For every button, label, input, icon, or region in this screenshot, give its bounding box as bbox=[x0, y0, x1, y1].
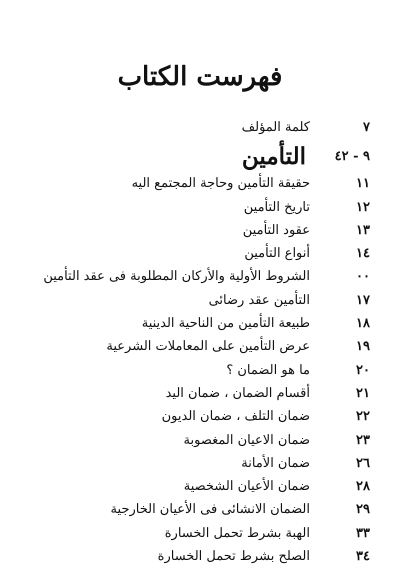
toc-entry bbox=[0, 359, 400, 382]
toc-entry-title: حقيقة التأمين وحاجة المجتمع اليه bbox=[131, 176, 310, 192]
toc-page-number: ٣٣ bbox=[356, 525, 370, 541]
book-title: فهرست الكتاب bbox=[117, 62, 283, 92]
toc-entry-title: الضمان الانشائى فى الأعيان الخارجية bbox=[110, 502, 310, 518]
toc-entry bbox=[0, 289, 400, 312]
toc-entry bbox=[0, 452, 400, 475]
toc-page-number: ١٨ bbox=[356, 316, 370, 332]
toc-page-number: ١١ bbox=[356, 176, 370, 192]
toc-page-number: ٢٨ bbox=[356, 479, 370, 495]
toc-entry-title: طبيعة التأمين من الناحية الدينية bbox=[141, 316, 310, 332]
toc-entry bbox=[0, 382, 400, 405]
toc-page-number: ٢٢ bbox=[356, 409, 370, 425]
toc-page-number: ٢١ bbox=[356, 385, 370, 401]
toc-section-heading bbox=[0, 139, 400, 172]
toc-page-number: ٧ bbox=[363, 120, 370, 135]
toc-entry bbox=[0, 522, 400, 545]
toc-entry bbox=[0, 172, 400, 195]
toc-page-number: ٣٤ bbox=[356, 549, 370, 565]
toc-entry-title: ما هو الضمان ؟ bbox=[226, 362, 310, 378]
toc-page-range: ٩ - ٤٢ bbox=[334, 149, 370, 165]
toc-entry bbox=[0, 429, 400, 452]
toc-page-number: ٢٦ bbox=[356, 455, 370, 471]
toc-entry bbox=[0, 116, 400, 139]
toc-page-number: ١٢ bbox=[356, 199, 370, 215]
toc-entry bbox=[0, 498, 400, 521]
toc-entry-title: عقود التأمين bbox=[242, 222, 310, 238]
toc-entry-title: عرض التأمين على المعاملات الشرعية bbox=[106, 339, 310, 355]
toc-entry-title: ضمان الأعيان الشخصية bbox=[183, 479, 310, 495]
toc-entry bbox=[0, 335, 400, 358]
toc-page-number: ٢٩ bbox=[356, 502, 370, 518]
toc-entry-title: كلمة المؤلف bbox=[241, 120, 310, 135]
toc-page-number: ٢٠ bbox=[356, 362, 370, 378]
toc-page-number: ١٩ bbox=[356, 339, 370, 355]
toc-entry bbox=[0, 475, 400, 498]
toc-section-title: التأمين bbox=[241, 143, 306, 171]
toc-entry-title: أنواع التأمين bbox=[244, 246, 310, 262]
toc-page-number: ١٣ bbox=[356, 222, 370, 238]
toc-entry-title: ضمان التلف ، ضمان الديون bbox=[161, 409, 310, 425]
toc-page-number: ١٧ bbox=[356, 292, 370, 308]
toc-page-number: ٢٣ bbox=[356, 432, 370, 448]
toc-entry bbox=[0, 219, 400, 242]
toc-entry bbox=[0, 545, 400, 568]
toc-entry bbox=[0, 265, 400, 288]
toc-page-number: ٠٠ bbox=[356, 269, 370, 285]
toc-page-number: ١٤ bbox=[356, 246, 370, 262]
toc-entry-title: الشروط الأولية والأركان المطلوبة فى عقد التأمين bbox=[43, 269, 310, 285]
toc-entry-title: تاريخ التأمين bbox=[243, 199, 310, 215]
toc-entry bbox=[0, 405, 400, 428]
toc-entry bbox=[0, 242, 400, 265]
toc-entry-title: ضمان الاعيان المغصوبة bbox=[183, 432, 310, 448]
toc-entry-title: الصلح بشرط تحمل الخسارة bbox=[157, 549, 310, 565]
toc-entry-title: الهبة بشرط تحمل الخسارة bbox=[164, 525, 310, 541]
toc-list bbox=[0, 116, 400, 568]
toc-entry-title: التأمين عقد رضائى bbox=[208, 292, 310, 308]
toc-entry bbox=[0, 312, 400, 335]
toc-entry-title: ضمان الأمانة bbox=[241, 455, 310, 471]
toc-entry bbox=[0, 196, 400, 219]
toc-entry-title: أقسام الضمان ، ضمان اليد bbox=[165, 385, 310, 401]
